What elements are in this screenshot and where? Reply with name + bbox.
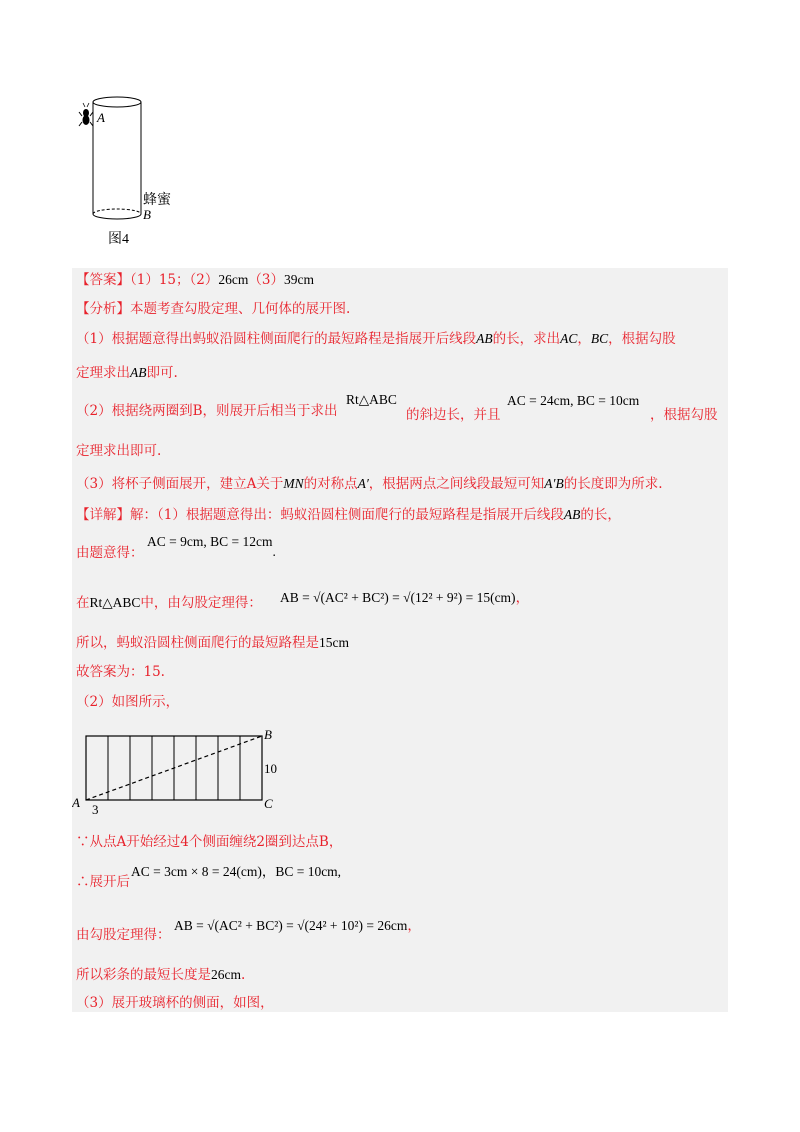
math-a-prime-b: A′B: [544, 476, 564, 491]
detail-line-3: [76, 593, 262, 613]
answer-text: （1）15；（2）: [130, 272, 219, 288]
math-rt-abc: Rt△ABC: [346, 392, 397, 407]
detail-text: .: [241, 967, 246, 983]
detail-text: 中，由勾股定理得：: [140, 595, 262, 611]
math-unrolled-length: AC = 3cm × 8 = 24(cm)，BC = 10cm,: [131, 864, 342, 879]
answer-part-3: （3）: [248, 272, 284, 288]
detail-line-10: [76, 965, 245, 985]
detail-text: ∵从点A开始经过4个侧面缠绕2圈到达点B，: [76, 834, 343, 850]
answer-value-2: 26cm: [218, 272, 249, 287]
analysis-text: ，根据勾股: [608, 331, 676, 347]
analysis-text: 的长，求出: [492, 331, 561, 347]
analysis-text: （1）根据题意得出蚂蚁沿圆柱侧面爬行的最短路程是指展开后线段: [76, 331, 477, 347]
detail-text: （2）如图所示，: [76, 694, 180, 710]
math-ab: AB: [130, 365, 147, 380]
answer-value-3: 39cm: [283, 272, 314, 287]
math-value: 26cm: [211, 967, 241, 982]
math-a-prime: A′: [357, 476, 369, 491]
detail-text: 的长，: [580, 507, 621, 523]
width-label: 3: [92, 802, 99, 817]
analysis-text: 定理求出: [76, 365, 130, 381]
height-label: 10: [264, 761, 277, 776]
analysis-tag: 【分析】: [76, 301, 130, 317]
analysis-line-1b: [76, 363, 178, 383]
label-a: A: [97, 110, 105, 125]
analysis-text: ，根据勾股: [650, 407, 718, 423]
math-pythagoras-2: [174, 916, 421, 936]
math-ac-bc-values: AC = 24cm, BC = 10cm: [507, 393, 640, 408]
analysis-heading: [76, 299, 350, 319]
label-c: C: [264, 796, 273, 811]
ant-icon: [79, 103, 93, 126]
detail-tag: 【详解】: [76, 507, 130, 523]
figure-caption: 图4: [108, 232, 129, 247]
math-punctuation: ，: [515, 590, 530, 605]
label-b: B: [143, 207, 151, 222]
answer-line: [76, 270, 314, 290]
analysis-line-1: [76, 329, 676, 349]
label-a: A: [72, 795, 80, 810]
analysis-text: 的对称点: [303, 476, 358, 492]
math-expression: AB = √(AC² + BC²) = √(24² + 10²) = 26cm: [174, 918, 408, 933]
math-punctuation: .: [272, 544, 276, 559]
detail-text: 解：（1）根据题意得出：蚂蚁沿圆柱侧面爬行的最短路程是指展开后线段: [130, 507, 564, 523]
unrolled-figure: [72, 726, 284, 818]
math-ab: AB: [476, 331, 493, 346]
analysis-text: 定理求出即可.: [76, 443, 162, 459]
math-rt-abc: Rt△ABC: [89, 595, 141, 610]
math-punctuation: ，: [407, 918, 421, 933]
math-ac: AC: [560, 331, 578, 346]
cylinder-bottom-back: [93, 209, 141, 214]
math-ab: AB: [563, 507, 581, 522]
analysis-text: ，: [577, 331, 591, 347]
math-bc: BC: [590, 331, 609, 346]
detail-line-4: [76, 633, 349, 653]
analysis-intro: 本题考查勾股定理、几何体的展开图.: [130, 301, 351, 317]
detail-text: （3）展开玻璃杯的侧面，如图，: [76, 995, 274, 1011]
analysis-line-3: [76, 474, 663, 494]
math-expression: AC = 9cm, BC = 12cm: [147, 534, 273, 549]
answer-tag: 【答案】: [76, 272, 130, 288]
detail-text: 由题意得：: [76, 545, 144, 561]
analysis-text: 的长度即为所求.: [563, 476, 663, 492]
math-given-values: [147, 532, 276, 559]
detail-text: 由勾股定理得：: [76, 927, 171, 943]
analysis-line-2: [76, 401, 338, 421]
detail-text: 所以，蚂蚁沿圆柱侧面爬行的最短路程是: [76, 635, 319, 651]
math-value: 15cm: [319, 635, 349, 650]
detail-line-1: [76, 505, 621, 525]
detail-text: 在: [76, 595, 90, 611]
honey-label: 蜂蜜: [143, 193, 171, 208]
label-b: B: [264, 727, 272, 742]
analysis-text: 的斜边长，并且: [406, 407, 501, 423]
cylinder-bottom-front: [93, 214, 141, 219]
analysis-text: 即可.: [146, 365, 178, 381]
analysis-text: （3）将杯子侧面展开，建立A关于: [76, 476, 284, 492]
detail-text: ∴展开后: [76, 874, 130, 890]
detail-text: 所以彩条的最短长度是: [76, 967, 211, 983]
cylinder-top: [93, 97, 141, 107]
math-mn: MN: [283, 476, 304, 491]
analysis-text: （2）根据绕两圈到B，则展开后相当于求出: [76, 403, 338, 419]
cylinder-figure: [76, 92, 186, 252]
analysis-text: ，根据两点之间线段最短可知: [368, 476, 545, 492]
math-expression: AB = √(AC² + BC²) = √(12² + 9²) = 15(cm): [280, 590, 516, 605]
detail-text: 故答案为：15.: [76, 664, 165, 680]
math-pythagoras-1: [280, 588, 529, 608]
